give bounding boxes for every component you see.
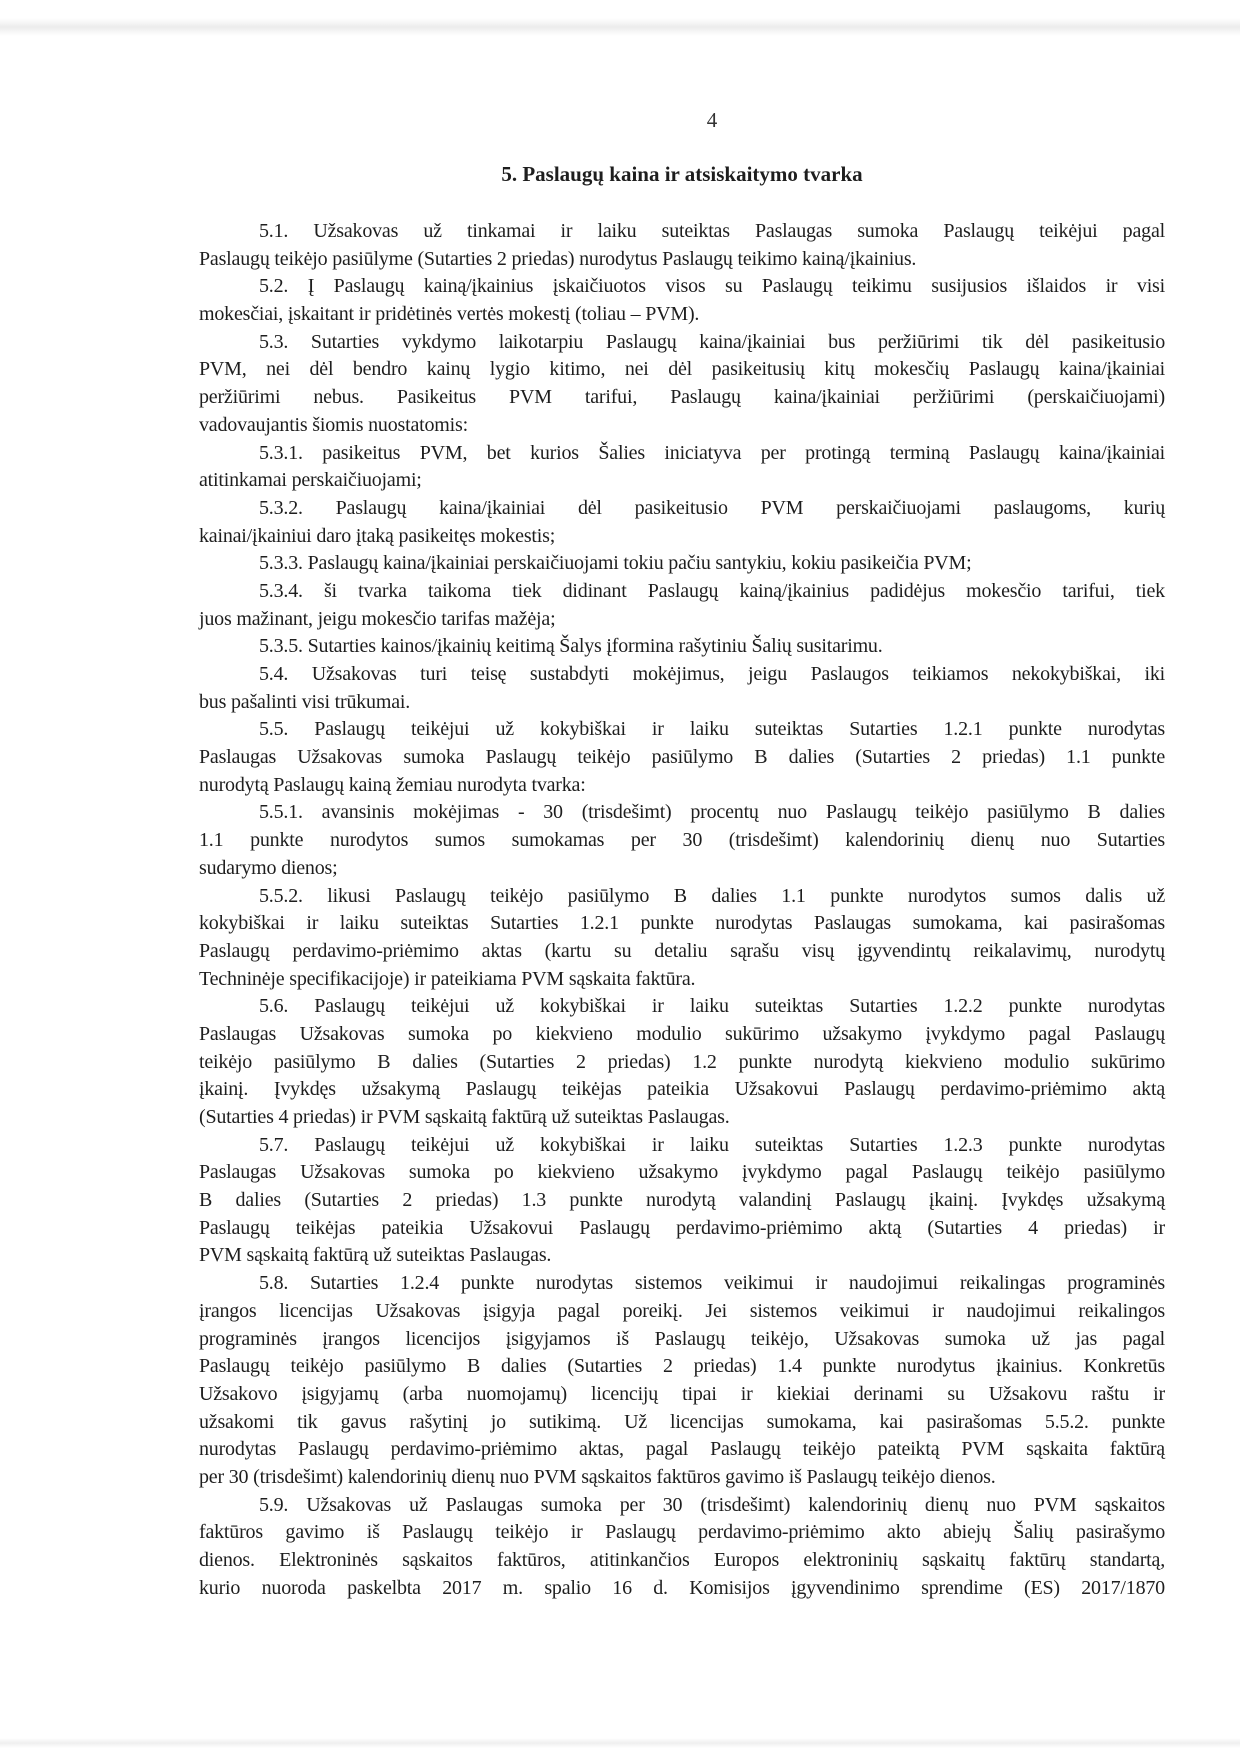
text-line: Paslaugas Užsakovas sumoka po kiekvieno užsakymo įvykdymo pagal Paslaugų teikėjo pasiūlymo	[199, 1161, 1165, 1184]
text-line: 5.1. Užsakovas už tinkamai ir laiku suteiktas Paslaugas sumoka Paslaugų teikėjui pagal	[259, 220, 1165, 242]
text-line: nurodytas Paslaugų perdavimo-priėmimo aktas, pagal Paslaugų teikėjo pateiktą PVM sąskaita faktūrą	[199, 1438, 1165, 1461]
text-line: 5.8. Sutarties 1.2.4 punkte nurodytas sistemos veikimui ir naudojimui reikalingas programinės	[259, 1272, 1165, 1295]
section-title: 5. Paslaugų kaina ir atsiskaitymo tvarka	[501, 162, 863, 186]
text-line: Užsakovo įsigyjamų (arba nuomojamų) licencijų tipai ir kiekiai derinami su Užsakovu raštu ir	[199, 1382, 1165, 1405]
text-line: įrangos licencijas Užsakovas įsigyja pagal poreikį. Jei sistemos veikimui ir naudojimui reikalingos	[199, 1299, 1165, 1322]
scan-artifact-top	[0, 18, 1240, 36]
text-line: Paslaugų perdavimo-priėmimo aktas (kartu su detaliu sąrašu visų įgyvendintų reikalavimų, nurodytų	[199, 939, 1165, 962]
text-line: 5.5.2. likusi Paslaugų teikėjo pasiūlymo B dalies 1.1 punkte nurodytos sumos dalis už	[259, 884, 1165, 907]
paragraph	[199, 1492, 1165, 1603]
text-line: Paslaugų teikėjo pasiūlyme (Sutarties 2 priedas) nurodytus Paslaugų teikimo kainą/įkainius.	[199, 247, 917, 270]
text-line: kainai/įkainiui daro įtaką pasikeitęs mokestis;	[199, 524, 556, 547]
text-line: vadovaujantis šiomis nuostatomis:	[199, 413, 468, 436]
paragraph	[199, 633, 1165, 661]
text-line: per 30 (trisdešimt) kalendorinių dienų nuo PVM sąskaitos faktūros gavimo iš Paslaugų teikėjo dienos.	[199, 1465, 996, 1488]
text-line: užsakomi tik gavus rašytinį jo sutikimą. Už licencijas sumokama, kai pasirašomas 5.5.2. punkte	[199, 1410, 1165, 1433]
text-line: kokybiškai ir laiku suteiktas Sutarties 1.2.1 punkte nurodytas Paslaugas sumokama, kai pasirašomas	[199, 912, 1165, 935]
paragraph	[199, 799, 1165, 882]
text-line: 5.2. Į Paslaugų kainą/įkainius įskaičiuotos visos su Paslaugų teikimu susijusios išlaidos ir visi	[259, 275, 1165, 298]
paragraph	[199, 661, 1165, 716]
paragraph	[199, 993, 1165, 1131]
text-line: 5.3.1. pasikeitus PVM, bet kurios Šalies iniciatyva per protingą terminą Paslaugų kaina/įkainiai	[259, 441, 1165, 464]
text-line: PVM sąskaitą faktūrą už suteiktas Paslaugas.	[199, 1244, 552, 1267]
paragraph	[199, 1270, 1165, 1492]
text-line: 1.1 punkte nurodytos sumos sumokamas per 30 (trisdešimt) kalendorinių dienų nuo Sutarties	[199, 829, 1165, 852]
text-line: 5.3.2. Paslaugų kaina/įkainiai dėl pasikeitusio PVM perskaičiuojami paslaugoms, kurių	[259, 496, 1165, 519]
text-line: atitinkamai perskaičiuojami;	[199, 469, 422, 492]
text-line: 5.5. Paslaugų teikėjui už kokybiškai ir laiku suteiktas Sutarties 1.2.1 punkte nurodytas	[259, 718, 1165, 741]
text-line: teikėjo pasiūlymo B dalies (Sutarties 2 priedas) 1.2 punkte nurodytą kiekvieno modulio sukūrimo	[199, 1050, 1165, 1073]
text-line: Paslaugų teikėjo pasiūlymo B dalies (Sutarties 2 priedas) 1.4 punkte nurodytus įkainius. Konkretūs	[199, 1355, 1165, 1378]
text-line: faktūros gavimo iš Paslaugų teikėjo ir Paslaugų perdavimo-priėmimo akto abiejų Šalių pasirašymo	[199, 1521, 1165, 1544]
page-number: 4	[706, 108, 718, 132]
paragraph	[199, 578, 1165, 633]
text-line: 5.6. Paslaugų teikėjui už kokybiškai ir laiku suteiktas Sutarties 1.2.2 punkte nurodytas	[259, 995, 1165, 1018]
text-line: 5.9. Užsakovas už Paslaugas sumoka per 30 (trisdešimt) kalendorinių dienų nuo PVM sąskaitos	[259, 1493, 1165, 1516]
text-line: bus pašalinti visi trūkumai.	[199, 690, 411, 713]
text-line: 5.4. Užsakovas turi teisę sustabdyti mokėjimus, jeigu Paslaugos teikiamos nekokybiškai, iki	[259, 663, 1165, 685]
text-line: dienos. Elektroninės sąskaitos faktūros, atitinkančios Europos elektroninių sąskaitų faktūrų standartą,	[199, 1549, 1165, 1571]
paragraph	[199, 329, 1165, 440]
text-line: Paslaugas Užsakovas sumoka po kiekvieno modulio sukūrimo užsakymo įvykdymo pagal Paslaugų	[199, 1022, 1165, 1045]
paragraph	[199, 716, 1165, 799]
paragraph	[199, 883, 1165, 994]
text-line: juos mažinant, jeigu mokesčio tarifas mažėja;	[199, 607, 556, 630]
text-line: įkainį. Įvykdęs užsakymą Paslaugų teikėjas pateikia Užsakovui Paslaugų perdavimo-priėmimo aktą	[199, 1078, 1165, 1101]
text-line: B dalies (Sutarties 2 priedas) 1.3 punkte nurodytą valandinį Paslaugų įkainį. Įvykdęs užsakymą	[199, 1189, 1165, 1212]
text-line: Paslaugų teikėjas pateikia Užsakovui Paslaugų perdavimo-priėmimo aktą (Sutarties 4 priedas) ir	[199, 1216, 1165, 1239]
text-line: 5.7. Paslaugų teikėjui už kokybiškai ir laiku suteiktas Sutarties 1.2.3 punkte nurodytas	[259, 1133, 1165, 1156]
paragraph	[199, 440, 1165, 495]
text-line: mokesčiai, įskaitant ir pridėtinės vertės mokestį (toliau – PVM).	[199, 303, 700, 326]
text-line: (Sutarties 4 priedas) ir PVM sąskaitą faktūrą už suteiktas Paslaugas.	[199, 1106, 730, 1128]
text-line: peržiūrimi nebus. Pasikeitus PVM tarifui, Paslaugų kaina/įkainiai peržiūrimi (perskaičiuojami)	[199, 386, 1165, 409]
text-line: programinės įrangos licencijos įsigyjamos iš Paslaugų teikėjo, Užsakovas sumoka už jas pagal	[199, 1327, 1165, 1350]
scan-artifact-bottom	[0, 1738, 1240, 1748]
text-line: nurodytą Paslaugų kainą žemiau nurodyta tvarka:	[199, 773, 586, 796]
document-body	[199, 218, 1165, 1602]
text-line: PVM, nei dėl bendro kainų lygio kitimo, nei dėl pasikeitusių kitų mokesčių Paslaugų kaina/įkainiai	[199, 358, 1165, 381]
text-line: 5.5.1. avansinis mokėjimas - 30 (trisdešimt) procentų nuo Paslaugų teikėjo pasiūlymo B dalies	[259, 801, 1165, 824]
text-line: 5.3.3. Paslaugų kaina/įkainiai perskaičiuojami tokiu pačiu santykiu, kokiu pasikeičia PVM;	[259, 552, 972, 575]
text-line: sudarymo dienos;	[199, 856, 338, 879]
text-line: 5.3.4. ši tvarka taikoma tiek didinant Paslaugų kainą/įkainius padidėjus mokesčio tarifui, tiek	[259, 579, 1165, 602]
paragraph	[199, 218, 1165, 273]
text-line: Techninėje specifikacijoje) ir pateikiama PVM sąskaita faktūra.	[199, 967, 696, 990]
text-line: 5.3. Sutarties vykdymo laikotarpiu Paslaugų kaina/įkainiai bus peržiūrimi tik dėl pasikeitusio	[259, 330, 1165, 353]
paragraph	[199, 273, 1165, 328]
paragraph	[199, 495, 1165, 550]
paragraph	[199, 550, 1165, 578]
text-line: 5.3.5. Sutarties kainos/įkainių keitimą Šalys įformina rašytiniu Šalių susitarimu.	[259, 635, 883, 658]
paragraph	[199, 1132, 1165, 1270]
text-line: Paslaugas Užsakovas sumoka Paslaugų teikėjo pasiūlymo B dalies (Sutarties 2 priedas) 1.1 punkte	[199, 746, 1165, 769]
text-line: kurio nuoroda paskelbta 2017 m. spalio 16 d. Komisijos įgyvendinimo sprendime (ES) 2017/1870	[199, 1576, 1165, 1599]
